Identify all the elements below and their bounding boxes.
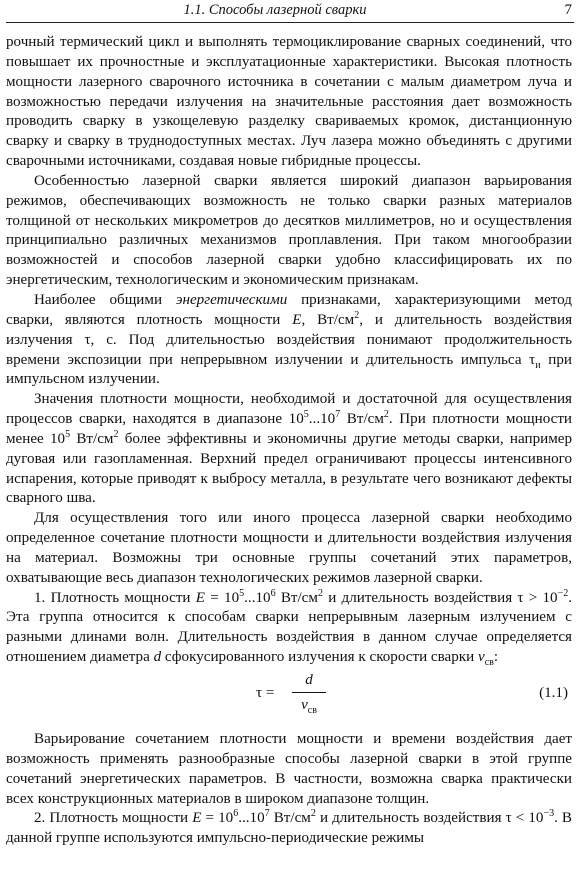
fraction-bar (292, 692, 326, 693)
fraction-numerator: d (305, 672, 313, 688)
running-header (6, 0, 574, 23)
paragraph-7: Варьирование сочетанием плотности мощности и времени воздействия дает возможность применять разнообразные способы лазерной сварки в этой группе сочетаний энергетических параметров. В частности, возможна сварка практически всех конструкционных материалов в широком диапазоне толщин. (6, 731, 572, 807)
page-number: 7 (564, 2, 572, 18)
paragraph-5: Для осуществления того или иного процесса лазерной сварки необходимо определенное сочетание плотности мощности и длительности воздействия излучения на материал. Возможны три основные группы сочетаний этих параметров, охватывающие весь диапазон технологических режимов лазерной сварки. (6, 510, 572, 586)
equation-lhs: τ = (256, 685, 275, 701)
paragraph-3: Наиболее общими энергетическими признаками, характеризующими метод сварки, являются плотность мощности E, $Вт/см^2$, и длительность воздействия излучения τ, с. Под длительностью воздействия понимают продолжительность времени экспозиции при непрерывном излучении и длительность импульса $\tau_и$ при импульсном излучении. (6, 291, 573, 388)
emphasis-term: энергетическими (175, 291, 288, 308)
paragraph-6: 1. Плотность мощности $E = 10^5...10^6$ $Вт/см^2$ и длительность воздействия $\tau > 10^{-2}$. Эта группа относится к способам сварки непрерывным лазерным излучением с разными длинами волн. Длительность воздействия в данном случае определяется отношением диаметра d сфокусированного излучения к скорости сварки $v_{св}$: (6, 587, 573, 669)
paragraph-8: 2. Плотность мощности $E = 10^6...10^7$ $Вт/см^2$ и длительность воздействия $\tau < 10^{-3}$. В данной группе используются импульсно-периодические режимы (6, 808, 573, 847)
equation-number: (1.1) (539, 685, 568, 701)
section-title: 1.1. Способы лазерной сварки (183, 2, 367, 18)
paragraph-1: рочный термический цикл и выполнять термоциклирование сварных соединений, что повышает их прочностные и эксплуатационные характеристики. Высокая плотность мощности лазерного сварочного источника в сочетании с малым диаметром луча и возможностью передачи излучения на значительные расстояния дает возможность проводить сварку в узкощелевую разделку свариваемых кромок, дистанционную сварку и сварку в труднодоступных местах. Луч лазера можно объединять с другими сварочными источниками, создавая новые гибридные процессы. (6, 34, 572, 170)
fraction-denominator: $v_{св}$ (301, 697, 317, 717)
paragraph-2: Особенностью лазерной сварки является широкий диапазон варьирования режимов, обеспечивающих возможность не только сварки разных материалов толщиной от нескольких микрометров до десятков миллиметров, но и осуществления принципиально различных механизмов проплавления. При таком многообразии возможностей и способов лазерной сварки удобно классифицировать их по энергетическим, технологическим и экономическим признакам. (6, 172, 572, 289)
equation-fraction (292, 670, 326, 715)
paragraph-4: Значения плотности мощности, необходимой и достаточной для осуществления процессов сварки, находятся в диапазоне $10^5...10^7$ $Вт/см^2$. При плотности мощности менее $10^5$ $Вт/см^2$ более эффективны и экономичны другие методы сварки, например дуговая или газопламенная. Верхний предел ограничивают процессы интенсивного испарения, которые приводят к выбросу металла, в результате чего возникают дефекты сварного шва. (6, 391, 572, 507)
page-body (6, 33, 572, 849)
equation-1-1 (6, 670, 572, 722)
